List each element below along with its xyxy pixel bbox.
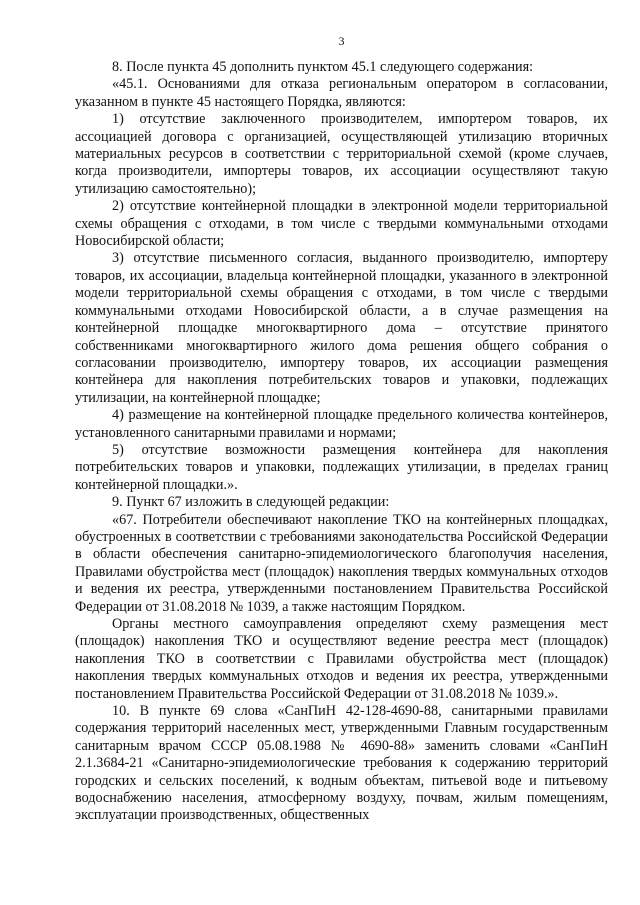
paragraph-reason-4: 4) размещение на контейнерной площадке предельного количества контейнеров, установленного санитарными правилами и нормами;	[75, 407, 608, 441]
paragraph-local-authorities: Органы местного самоуправления определяют схему размещения мест (площадок) накопления ТКО и осуществляют ведение реестра мест (площадок) накопления ТКО в соответствии с Правилами обустройства мест (площадок) накопления твердых коммунальных отходов и ведения их реестра, утвержденными постановлением Правительства Российской Федерации от 31.08.2018 № 1039.».	[75, 616, 608, 702]
paragraph-item-9: 9. Пункт 67 изложить в следующей редакции:	[112, 494, 390, 511]
document-page	[75, 34, 608, 825]
paragraph-67: «67. Потребители обеспечивают накопление ТКО на контейнерных площадках, обустроенных в соответствии с требованиями законодательства Российской Федерации в области обеспечения санитарно-эпидемиологического благополучия населения, Правилами обустройства мест (площадок) накопления твердых коммунальных отходов и ведения их реестра, утвержденными постановлением Правительства Российской Федерации от 31.08.2018 № 1039, а также настоящим Порядком.	[75, 511, 608, 615]
paragraph-45-1-intro: «45.1. Основаниями для отказа региональным оператором в согласовании, указанном в пункте 45 настоящего Порядка, являются:	[75, 76, 608, 110]
paragraph-reason-3: 3) отсутствие письменного согласия, выданного производителю, импортеру товаров, их ассоциации, владельца контейнерной площадки, указанного в электронной модели территориальной схемы обращения с отходами, в том числе с твердыми коммунальными отходами Новосибирской области, а в случае размещения на контейнерной площадке многоквартирного дома – отсутствие принятого собственниками многоквартирного жилого дома решения общего собрания о согласовании производителю, импортеру товаров, их ассоциации размещения контейнера для накопления потребительских товаров и упаковки, подлежащих утилизации, на контейнерной площадке;	[75, 250, 608, 406]
paragraph-item-8: 8. После пункта 45 дополнить пунктом 45.1 следующего содержания:	[112, 59, 534, 75]
paragraph-item-10: 10. В пункте 69 слова «СанПиН 42-128-4690-88, санитарными правилами содержания территорий населенных мест, утвержденными Главным государственным санитарным врачом СССР 05.08.1988 № 4690-88» заменить словами «СанПиН 2.1.3684-21 «Санитарно-эпидемиологические требования к содержанию территорий городских и сельских поселений, к водным объектам, питьевой воде и питьевому водоснабжению населения, атмосферному воздуху, почвам, жилым помещениям, эксплуатации производственных, общественных	[75, 703, 608, 824]
paragraph-reason-1: 1) отсутствие заключенного производителем, импортером товаров, их ассоциацией договора с организацией, осуществляющей утилизацию вторичных материальных ресурсов в соответствии с территориальной схемой (кроме случаев, когда производители, импортеры товаров, их ассоциации осуществляют такую утилизацию самостоятельно);	[75, 111, 608, 197]
paragraph-reason-2: 2) отсутствие контейнерной площадки в электронной модели территориальной схемы обращения с отходами, в том числе с твердыми коммунальными отходами Новосибирской области;	[75, 198, 608, 250]
page-number: 3	[338, 34, 345, 48]
paragraph-reason-5: 5) отсутствие возможности размещения контейнера для накопления потребительских товаров и упаковки, подлежащих утилизации, в пределах границ контейнерной площадки.».	[75, 441, 608, 493]
